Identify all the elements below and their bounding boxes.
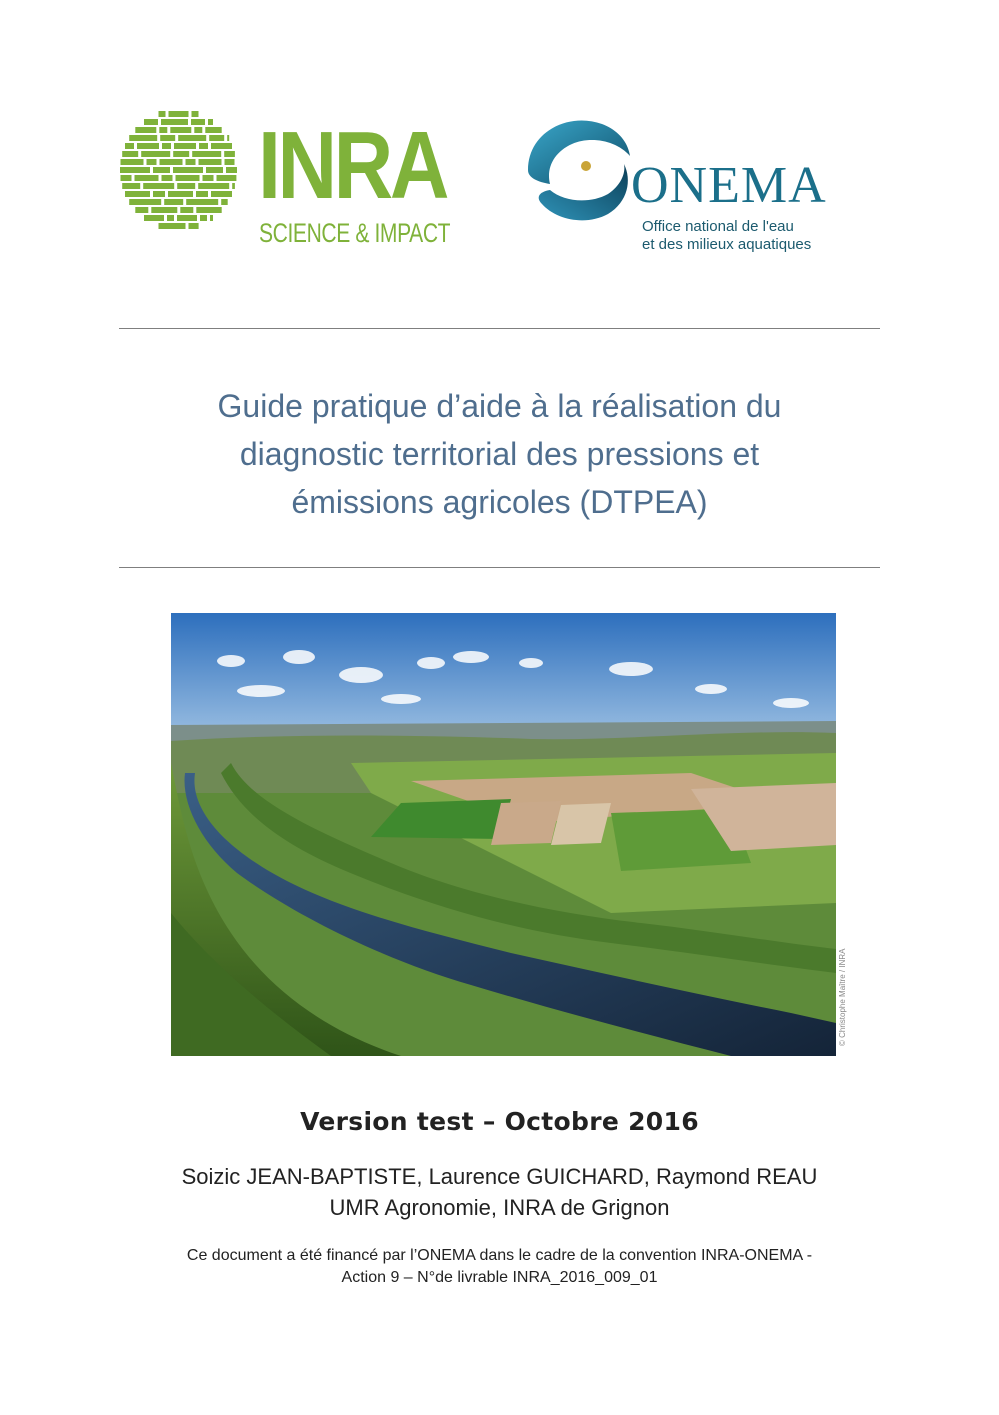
inra-emblem-bar [174,143,196,149]
inra-emblem-bar [135,175,159,181]
inra-emblem-bar [144,215,164,221]
onema-tagline-line2: et des milieux aquatiques [642,236,812,253]
inra-wordmark: INRA [258,112,447,219]
inra-emblem-bar [137,143,159,149]
inra-emblem-bar [169,111,189,117]
inra-emblem-bar [129,135,157,141]
authors: Soizic JEAN-BAPTISTE, Laurence GUICHARD, Raymond REAU [181,1164,818,1189]
inra-emblem-bar [143,183,174,189]
inra-emblem-bar [122,183,140,189]
inra-emblem-bar [221,199,228,205]
inra-emblem-bar [186,159,196,165]
title-line-1: Guide pratique d’aide à la réalisation du [217,388,782,424]
inra-emblem-bar [120,167,150,173]
inra-emblem-bar [211,143,232,149]
inra-emblem-bar [226,167,237,173]
inra-emblem-bar [176,175,200,181]
inra-emblem-bar [206,167,223,173]
title-line-3: émissions agricoles (DTPEA) [291,484,708,520]
inra-emblem-bar [211,191,232,197]
inra-emblem-bar [210,215,213,221]
onema-tagline-line1: Office national de l'eau [642,218,794,235]
funding-line-1: Ce document a été financé par l’ONEMA dans le cadre de la convention INRA-ONEMA - [186,1247,813,1264]
inra-emblem-bar [153,167,170,173]
inra-emblem-bar [173,167,203,173]
title-line-2: diagnostic territorial des pressions et [239,436,760,472]
inra-emblem-bar [159,223,186,229]
inra-emblem-bar [178,135,206,141]
inra-emblem-bar [192,111,199,117]
inra-emblem-bar [161,119,188,125]
affiliation: UMR Agronomie, INRA de Grignon [329,1195,670,1220]
inra-emblem-bar [153,191,165,197]
inra-emblem-icon [118,108,248,238]
onema-emblem-icon [520,110,636,226]
inra-emblem-bar [177,215,197,221]
inra-emblem-bar [200,215,207,221]
inra-emblem-bar [194,127,202,133]
inra-emblem-bar [173,151,189,157]
inra-emblem-bar [225,159,235,165]
inra-emblem-bar [192,151,221,157]
inra-emblem-bar [160,159,183,165]
inra-emblem-bar [199,159,222,165]
inra-emblem-bar [180,207,193,213]
inra-emblem-bar [170,127,191,133]
inra-emblem-bar [232,183,235,189]
inra-emblem-bar [162,143,171,149]
inra-emblem-bar [121,159,144,165]
onema-wordmark: ONEMA [631,157,827,214]
inra-emblem-bar [160,135,175,141]
inra-emblem-bar [196,191,208,197]
inra-emblem-bar [151,207,177,213]
document-title [119,382,880,526]
inra-emblem-bar [159,111,166,117]
photo-credit: © Christophe Maître / INRA [838,948,847,1046]
inra-tagline: SCIENCE & IMPACT [259,218,451,248]
inra-emblem-bar [224,151,235,157]
inra-emblem-bar [217,175,237,181]
inra-emblem-bar [196,207,221,213]
inra-emblem-bar [227,135,229,141]
version-date: Version test – Octobre 2016 [300,1107,699,1136]
inra-emblem-bar [167,215,174,221]
inra-emblem-bar [198,183,229,189]
funding-line-2: Action 9 – N°de livrable INRA_2016_009_01 [341,1269,658,1286]
inra-emblem-bar [125,143,134,149]
inra-emblem-bar [147,159,157,165]
inra-emblem-bar [203,175,214,181]
inra-emblem-bar [121,175,132,181]
inra-emblem-bar [209,135,224,141]
inra-emblem-bar [164,199,183,205]
inra-emblem-bar [159,127,167,133]
inra-emblem-bar [135,127,156,133]
inra-emblem-bar [191,119,205,125]
inra-emblem-bar [141,151,170,157]
inra-emblem-bar [199,143,208,149]
inra-emblem-bar [162,175,173,181]
landscape-photo [171,613,836,1056]
inra-emblem-bar [205,127,221,133]
inra-emblem-bar [186,199,218,205]
inra-emblem-bar [122,151,138,157]
inra-emblem-bar [125,191,150,197]
inra-emblem-bar [189,223,199,229]
inra-emblem-bar [129,199,161,205]
top-divider [119,328,880,329]
inra-emblem-bar [135,207,148,213]
inra-emblem-bar [168,191,193,197]
inra-emblem-bar [144,119,158,125]
inra-emblem-bar [208,119,213,125]
bottom-divider [119,567,880,568]
inra-emblem-bar [177,183,195,189]
